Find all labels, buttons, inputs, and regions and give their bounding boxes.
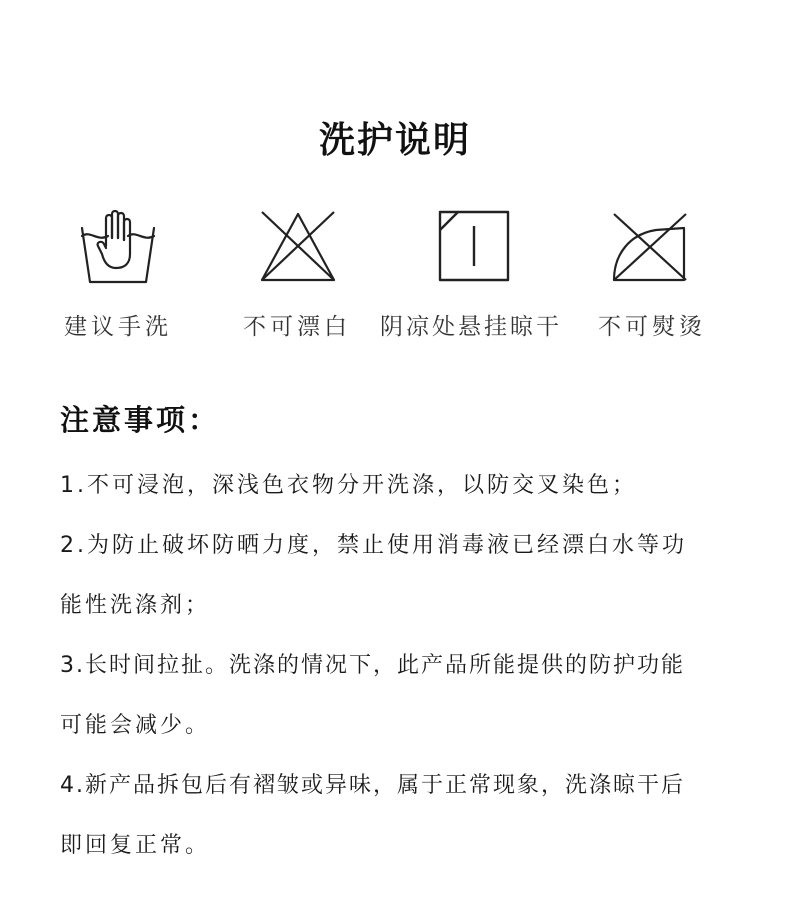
caption-no-bleach: 不可漂白 — [243, 314, 351, 340]
note-line: 4.新产品拆包后有褶皱或异味，属于正常现象，洗涤晾干后 — [60, 773, 685, 798]
caption-hand-wash: 建议手洗 — [64, 314, 172, 340]
no-iron-icon — [612, 208, 688, 284]
caption-dry-in-shade: 阴凉处悬挂晾干 — [380, 314, 562, 340]
caption-no-iron: 不可熨烫 — [598, 314, 706, 340]
note-line: 2.为防止破坏防晒力度，禁止使用消毒液已经漂白水等功 — [60, 533, 687, 558]
hand-wash-icon — [80, 208, 156, 284]
notes-heading: 注意事项： — [60, 403, 221, 437]
note-line: 1.不可浸泡，深浅色衣物分开洗涤，以防交叉染色； — [60, 473, 637, 498]
dry-in-shade-icon — [437, 208, 513, 284]
note-line: 能性洗涤剂； — [60, 593, 211, 618]
note-line: 可能会减少。 — [60, 713, 211, 738]
note-line: 3.长时间拉扯。洗涤的情况下，此产品所能提供的防护功能 — [60, 653, 685, 678]
note-line: 即回复正常。 — [60, 833, 211, 858]
no-bleach-icon — [260, 208, 336, 284]
page-title: 洗护说明 — [318, 120, 471, 161]
